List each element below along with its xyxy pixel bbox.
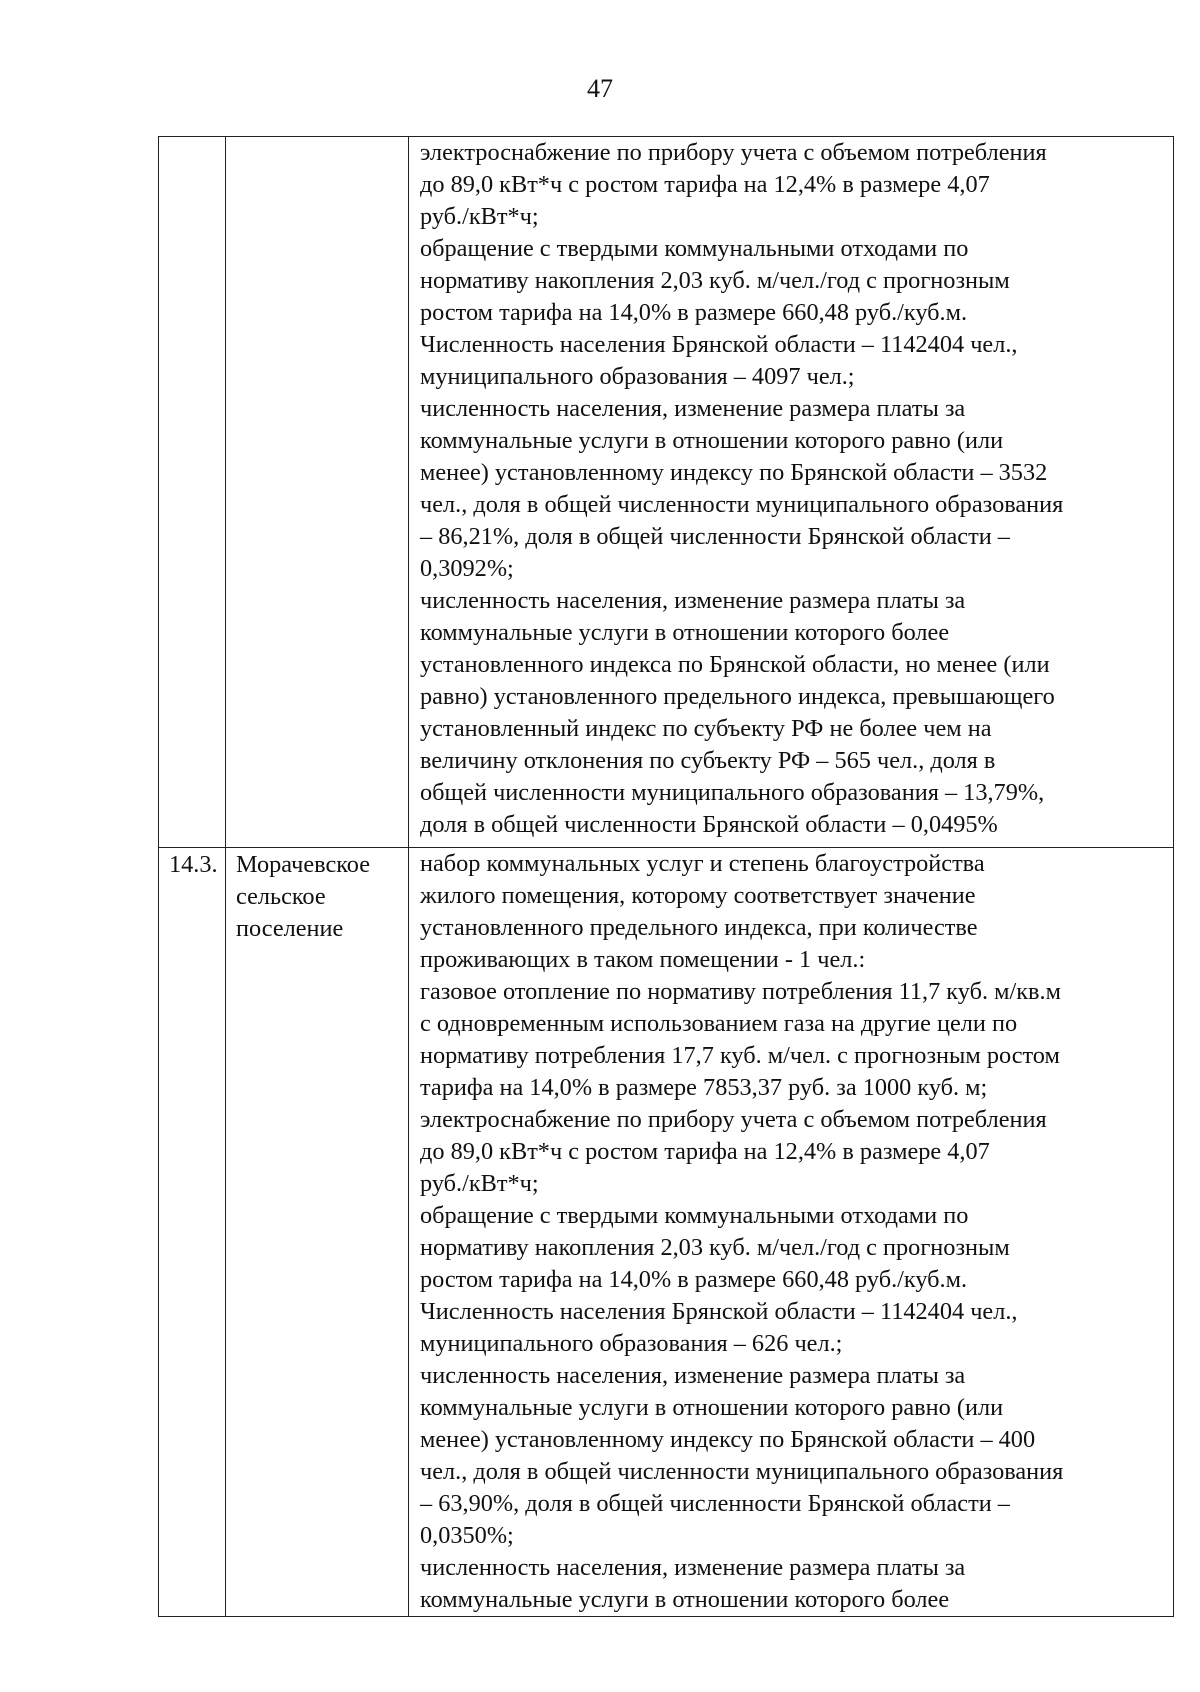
text-line: – 63,90%, доля в общей численности Брянской области – <box>420 1490 1010 1517</box>
row-number-cell <box>159 137 226 848</box>
text-line: Морачевское <box>236 851 371 878</box>
text-line: сельское <box>236 883 326 910</box>
municipality-cell <box>226 137 409 848</box>
text-line: газовое отопление по нормативу потребления 11,7 куб. м/кв.м <box>420 978 1061 1005</box>
municipality-name <box>226 137 408 138</box>
text-line: электроснабжение по прибору учета с объемом потребления <box>420 139 1047 166</box>
text-line: чел., доля в общей численности муниципального образования <box>420 491 1064 518</box>
text-line: обращение с твердыми коммунальными отходами по <box>420 235 969 262</box>
text-line: обращение с твердыми коммунальными отходами по <box>420 1202 969 1229</box>
text-line: доля в общей численности Брянской области – 0,0495% <box>420 811 998 838</box>
text-line: численность населения, изменение размера платы за <box>420 587 966 614</box>
text-line: ростом тарифа на 14,0% в размере 660,48 руб./куб.м. <box>420 299 968 326</box>
municipality-name <box>226 848 408 945</box>
text-line: электроснабжение по прибору учета с объемом потребления <box>420 1106 1047 1133</box>
text-line: менее) установленному индексу по Брянской области – 3532 <box>420 459 1048 486</box>
text-line: численность населения, изменение размера платы за <box>420 1362 966 1389</box>
text-line: до 89,0 кВт*ч с ростом тарифа на 12,4% в размере 4,07 <box>420 1138 990 1165</box>
text-line: ростом тарифа на 14,0% в размере 660,48 руб./куб.м. <box>420 1266 968 1293</box>
text-line: численность населения, изменение размера платы за <box>420 395 966 422</box>
page-number: 47 <box>587 74 613 103</box>
municipality-cell <box>226 848 409 1617</box>
description-text <box>409 848 1173 1616</box>
row-number: 14.3. <box>169 851 218 878</box>
text-line: установленного предельного индекса, при количестве <box>420 914 978 941</box>
text-line: установленный индекс по субъекту РФ не более чем на <box>420 715 992 742</box>
text-line: коммунальные услуги в отношении которого более <box>420 619 950 646</box>
text-line: коммунальные услуги в отношении которого равно (или <box>420 1394 1004 1421</box>
text-line: коммунальные услуги в отношении которого равно (или <box>420 427 1004 454</box>
row-number-cell <box>159 848 226 1617</box>
table-row <box>159 848 1174 1617</box>
text-line: поселение <box>236 915 344 942</box>
text-line: Численность населения Брянской области – 1142404 чел., <box>420 331 1018 358</box>
text-line: коммунальные услуги в отношении которого более <box>420 1586 950 1613</box>
text-line: руб./кВт*ч; <box>420 203 539 230</box>
text-line: нормативу накопления 2,03 куб. м/чел./год с прогнозным <box>420 1234 1010 1261</box>
text-line: менее) установленному индексу по Брянской области – 400 <box>420 1426 1036 1453</box>
text-line: жилого помещения, которому соответствует значение <box>420 882 976 909</box>
table-row <box>159 137 1174 848</box>
text-line: чел., доля в общей численности муниципального образования <box>420 1458 1064 1485</box>
tariff-table <box>158 136 1174 1617</box>
text-line: установленного индекса по Брянской области, но менее (или <box>420 651 1050 678</box>
description-cell <box>409 137 1174 848</box>
text-line: муниципального образования – 626 чел.; <box>420 1330 843 1357</box>
text-line: нормативу потребления 17,7 куб. м/чел. с прогнозным ростом <box>420 1042 1060 1069</box>
text-line: нормативу накопления 2,03 куб. м/чел./год с прогнозным <box>420 267 1010 294</box>
text-line: муниципального образования – 4097 чел.; <box>420 363 855 390</box>
text-line: 0,0350%; <box>420 1522 514 1549</box>
text-line: Численность населения Брянской области – 1142404 чел., <box>420 1298 1018 1325</box>
text-line: с одновременным использованием газа на другие цели по <box>420 1010 1018 1037</box>
text-line: набор коммунальных услуг и степень благоустройства <box>420 850 985 877</box>
text-line: 0,3092%; <box>420 555 514 582</box>
text-line: проживающих в таком помещении - 1 чел.: <box>420 946 866 973</box>
description-cell <box>409 848 1174 1617</box>
text-line: тарифа на 14,0% в размере 7853,37 руб. за 1000 куб. м; <box>420 1074 988 1101</box>
row-number <box>159 137 225 138</box>
description-text <box>409 137 1173 841</box>
text-line: равно) установленного предельного индекса, превышающего <box>420 683 1055 710</box>
text-line: общей численности муниципального образования – 13,79%, <box>420 779 1045 806</box>
text-line: величину отклонения по субъекту РФ – 565 чел., доля в <box>420 747 996 774</box>
text-line: – 86,21%, доля в общей численности Брянской области – <box>420 523 1010 550</box>
text-line: руб./кВт*ч; <box>420 1170 539 1197</box>
text-line: численность населения, изменение размера платы за <box>420 1554 966 1581</box>
text-line: до 89,0 кВт*ч с ростом тарифа на 12,4% в размере 4,07 <box>420 171 990 198</box>
